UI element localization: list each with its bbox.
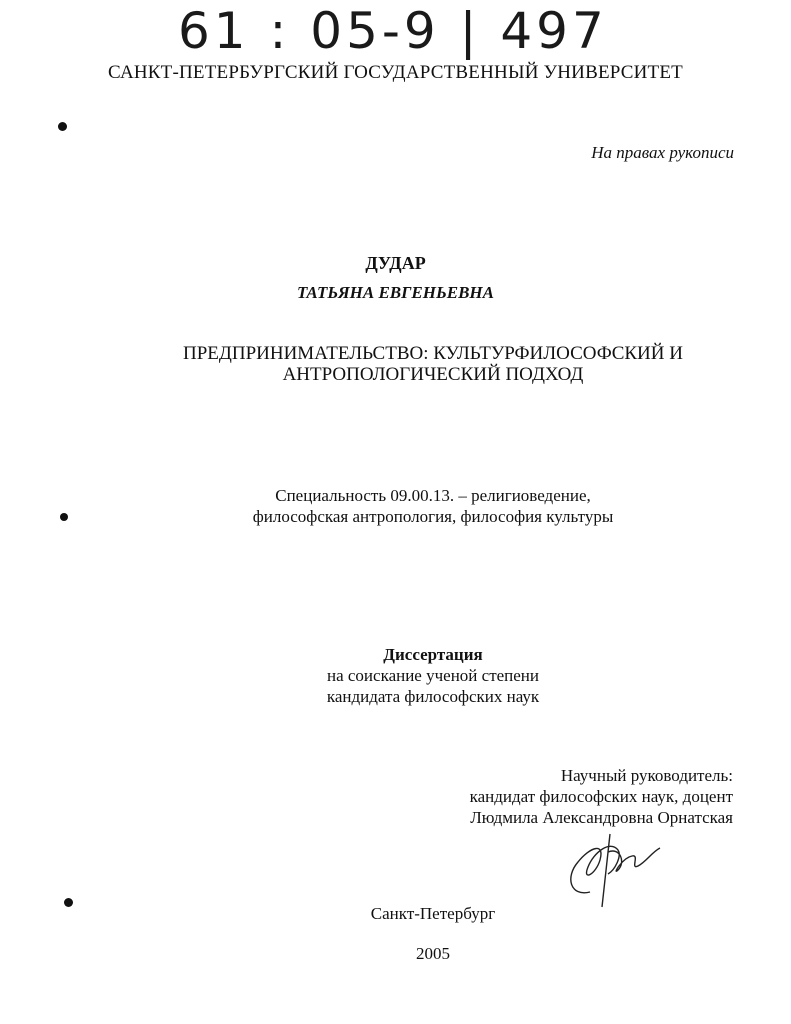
- dissertation-line-2: кандидата философских наук: [326, 687, 540, 706]
- handwritten-catalog-number: 61 : 05-9 | 497: [178, 2, 608, 60]
- thesis-title-line-1: ПРЕДПРИНИМАТЕЛЬСТВО: КУЛЬТУРФИЛОСОФСКИЙ И: [183, 343, 683, 364]
- supervisor-name: Людмила Александровна Орнатская: [470, 808, 733, 827]
- scan-speck: [64, 898, 73, 907]
- specialty-line-1: Специальность 09.00.13. – религиоведение,: [275, 486, 591, 505]
- dissertation-heading: Диссертация: [383, 645, 483, 664]
- thesis-title: [0, 343, 791, 385]
- specialty-line-2: философская антропология, философия культуры: [252, 507, 614, 526]
- supervisor-block: [470, 765, 733, 828]
- university-name: САНКТ-ПЕТЕРБУРГСКИЙ ГОСУДАРСТВЕННЫЙ УНИВЕРСИТЕТ: [108, 62, 683, 83]
- year: 2005: [416, 944, 450, 963]
- specialty-block: [0, 485, 791, 527]
- signature-mark: [560, 822, 670, 912]
- dissertation-line-1: на соискание ученой степени: [326, 666, 540, 685]
- author-given-names: ТАТЬЯНА ЕВГЕНЬЕВНА: [297, 283, 494, 302]
- supervisor-label: Научный руководитель:: [560, 766, 733, 785]
- rights-note: На правах рукописи: [591, 143, 734, 162]
- scan-speck: [58, 122, 67, 131]
- city: Санкт-Петербург: [370, 904, 496, 923]
- author-surname: ДУДАР: [365, 253, 426, 273]
- dissertation-block: [0, 644, 791, 707]
- thesis-title-line-2: АНТРОПОЛОГИЧЕСКИЙ ПОДХОД: [282, 364, 584, 385]
- scan-speck: [60, 513, 68, 521]
- supervisor-degree: кандидат философских наук, доцент: [469, 787, 733, 806]
